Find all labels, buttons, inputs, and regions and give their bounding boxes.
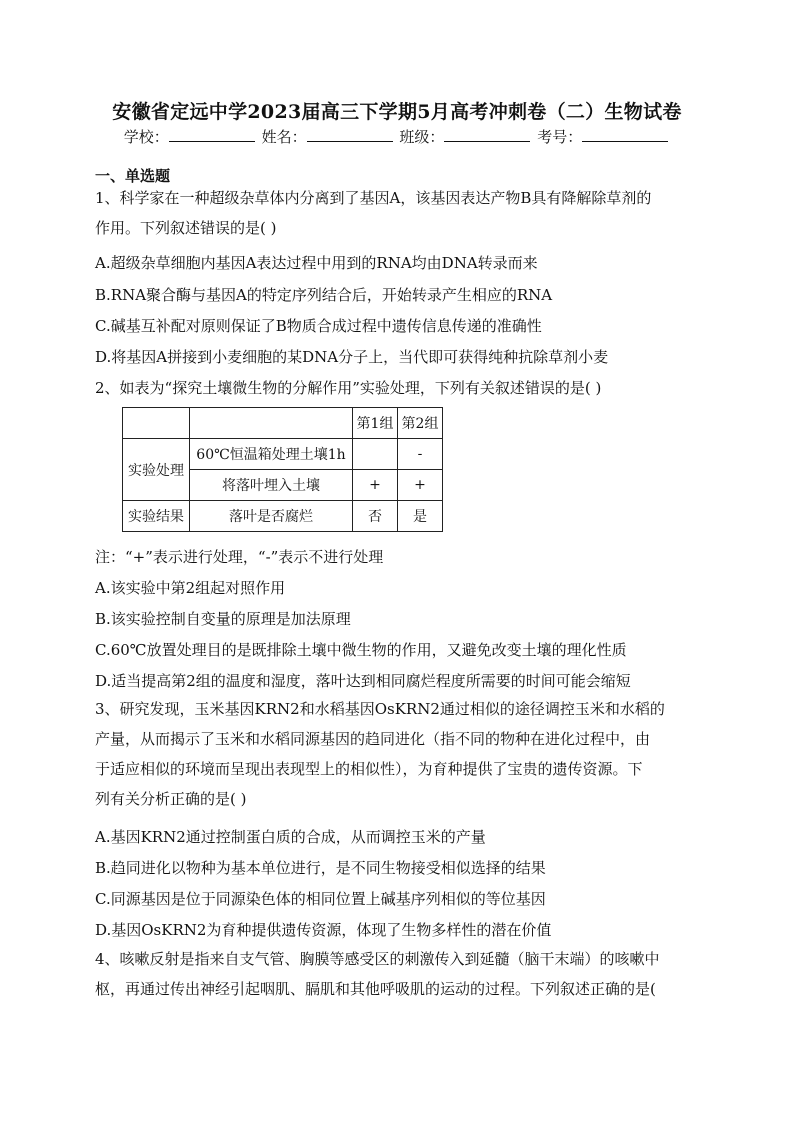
question-3-line-2: 产量，从而揭示了玉米和水稻同源基因的趋同进化（指不同的物种在进化过程中，由 <box>95 730 651 748</box>
table-row <box>123 501 443 532</box>
table-cell: + <box>353 470 398 501</box>
table-cell <box>353 439 398 470</box>
question-1-line-1: 1、科学家在一种超级杂草体内分离到了基因A，该基因表达产物B具有降解除草剂的 <box>95 189 652 207</box>
table-row <box>123 408 443 439</box>
question-1-option-d: D.将基因A拼接到小麦细胞的某DNA分子上，当代即可获得纯种抗除草剂小麦 <box>95 348 609 366</box>
question-1-line-2: 作用。下列叙述错误的是( ) <box>95 219 277 237</box>
question-1-stem <box>95 183 695 243</box>
question-2-note: 注：“+”表示进行处理，“-”表示不进行处理 <box>95 548 384 566</box>
table-result-label: 实验结果 <box>123 501 190 532</box>
table-cell <box>123 408 190 439</box>
name-blank[interactable] <box>307 127 393 142</box>
table-cell: 将落叶埋入土壤 <box>190 470 353 501</box>
table-header-group-1: 第1组 <box>353 408 398 439</box>
question-1-option-c: C.碱基互补配对原则保证了B物质合成过程中遗传信息传递的准确性 <box>95 317 542 335</box>
class-blank[interactable] <box>444 127 530 142</box>
question-3-stem <box>95 694 695 814</box>
question-2-option-d: D.适当提高第2组的温度和湿度，落叶达到相同腐烂程度所需要的时间可能会缩短 <box>95 672 631 690</box>
question-3-option-b: B.趋同进化以物种为基本单位进行，是不同生物接受相似选择的结果 <box>95 859 546 877</box>
exam-number-label: 考号： <box>537 128 583 146</box>
class-label: 班级： <box>399 128 445 146</box>
question-3-option-a: A.基因KRN2通过控制蛋白质的合成，从而调控玉米的产量 <box>95 828 486 846</box>
table-row <box>123 439 443 470</box>
question-2-option-b: B.该实验控制自变量的原理是加法原理 <box>95 610 351 628</box>
table-cell: 60℃恒温箱处理土壤1h <box>190 439 353 470</box>
student-info-line <box>0 126 794 147</box>
school-label: 学校： <box>123 128 169 146</box>
question-2-option-a: A.该实验中第2组起对照作用 <box>95 579 286 597</box>
table-cell: 是 <box>398 501 443 532</box>
question-3-line-1: 3、研究发现，玉米基因KRN2和水稻基因OsKRN2通过相似的途径调控玉米和水稻的 <box>95 700 665 718</box>
table-cell: 否 <box>353 501 398 532</box>
question-2-option-c: C.60℃放置处理目的是既排除土壤中微生物的作用，又避免改变土壤的理化性质 <box>95 641 627 659</box>
table-header-group-2: 第2组 <box>398 408 443 439</box>
question-3-option-d: D.基因OsKRN2为育种提供遗传资源，体现了生物多样性的潜在价值 <box>95 921 552 939</box>
question-4-line-1: 4、咳嗽反射是指来自支气管、胸膜等感受区的刺激传入到延髓（脑干末端）的咳嗽中 <box>95 950 660 968</box>
question-2-stem: 2、如表为“探究土壤微生物的分解作用”实验处理，下列有关叙述错误的是( ) <box>95 379 602 397</box>
experiment-table <box>122 407 443 532</box>
question-3-line-4: 列有关分析正确的是( ) <box>95 790 247 808</box>
question-4-stem <box>95 944 695 1004</box>
question-1-option-a: A.超级杂草细胞内基因A表达过程中用到的RNA均由DNA转录而来 <box>95 254 538 272</box>
section-heading-single-choice: 一、单选题 <box>95 167 171 185</box>
table-cell: - <box>398 439 443 470</box>
question-1-option-b: B.RNA聚合酶与基因A的特定序列结合后，开始转录产生相应的RNA <box>95 286 553 304</box>
exam-number-blank[interactable] <box>582 127 668 142</box>
question-3-option-c: C.同源基因是位于同源染色体的相同位置上碱基序列相似的等位基因 <box>95 890 546 908</box>
name-label: 姓名： <box>261 128 307 146</box>
school-blank[interactable] <box>169 127 255 142</box>
table-treatment-label: 实验处理 <box>123 439 190 501</box>
question-4-line-2: 枢，再通过传出神经引起咽肌、膈肌和其他呼吸肌的运动的过程。下列叙述正确的是( <box>95 980 656 998</box>
table-cell <box>190 408 353 439</box>
question-3-line-3: 于适应相似的环境而呈现出表现型上的相似性），为育种提供了宝贵的遗传资源。下 <box>95 760 643 778</box>
table-cell: 落叶是否腐烂 <box>190 501 353 532</box>
table-cell: + <box>398 470 443 501</box>
page-title: 安徽省定远中学2023届高三下学期5月高考冲刺卷（二）生物试卷 <box>112 101 682 123</box>
